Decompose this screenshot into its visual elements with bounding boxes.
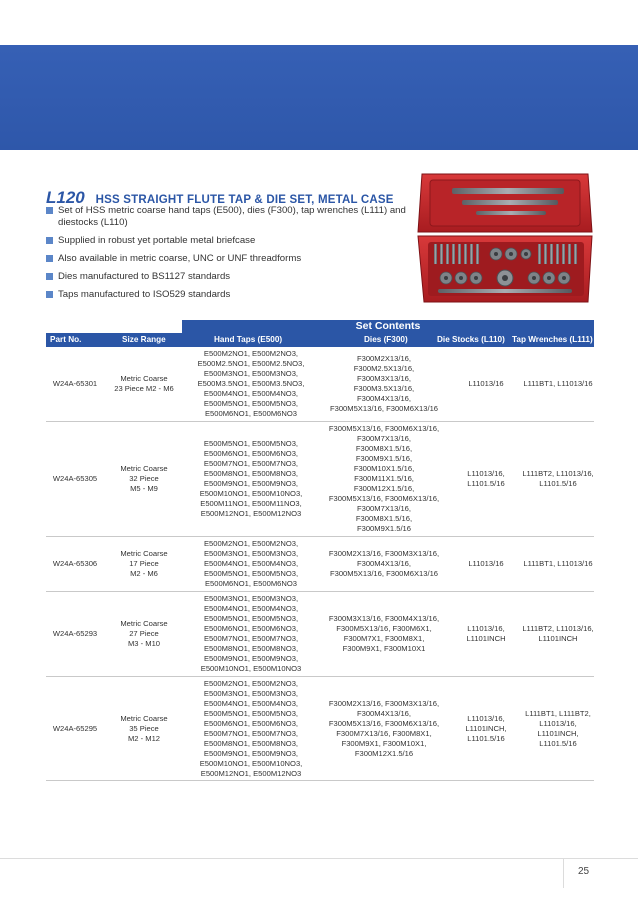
feature-item: Dies manufactured to BS1127 standards (46, 271, 406, 283)
bullet-square-icon (46, 273, 53, 280)
table-row (46, 537, 594, 592)
cell-die-stocks: L11013/16, L1101INCH (466, 624, 506, 643)
bullet-square-icon (46, 207, 53, 214)
cell-dies: F300M2X13/16, F300M3X13/16, F300M4X13/16, F300M5X13/16, F300M6X13/16 (328, 549, 440, 578)
cell-hand-taps: E500M5NO1, E500M5NO3, E500M6NO1, E500M6NO3, E500M7NO1, E500M7NO3, E500M8NO1, E500M8NO3, E500M9NO1, E500M9NO3, E500M10NO1, E500M10NO3, E500M11NO1, E500M11NO3, E500M12NO1, E500M12NO3 (199, 439, 303, 518)
cell-hand-taps: E500M2NO1, E500M2NO3, E500M3NO1, E500M3NO3, E500M4NO1, E500M4NO3, E500M5NO1, E500M5NO3, E500M6NO1, E500M6NO3, E500M7NO1, E500M7NO3, E500M8NO1, E500M8NO3, E500M9NO1, E500M9NO3, E500M10NO1, E500M10NO3, E500M12NO1, E500M12NO3 (199, 678, 303, 778)
cell-hand-taps: E500M3NO1, E500M3NO3, E500M4NO1, E500M4NO3, E500M5NO1, E500M5NO3, E500M6NO1, E500M6NO3, E500M7NO1, E500M7NO3, E500M8NO1, E500M8NO3, E500M9NO1, E500M9NO3, E500M10NO1, E500M10NO3 (200, 594, 302, 673)
col-size-range: Size Range (122, 335, 166, 344)
table-row (46, 592, 594, 677)
cell-die-stocks: L11013/16 (468, 559, 504, 568)
col-part-no: Part No. (50, 335, 82, 344)
header-banner (0, 45, 638, 150)
table-column-header (46, 333, 594, 347)
cell-size-range: Metric Coarse 35 Piece M2 - M12 (120, 713, 168, 743)
feature-item: Set of HSS metric coarse hand taps (E500), dies (F300), tap wrenches (L111) and diestocks (L110) (46, 205, 406, 229)
tap-die-set-photo (416, 170, 594, 308)
cell-dies: F300M3X13/16, F300M4X13/16, F300M5X13/16, F300M6X1, F300M7X1, F300M8X1, F300M9X1, F300M10X1 (328, 614, 440, 653)
feature-item: Supplied in robust yet portable metal briefcase (46, 235, 406, 247)
bullet-square-icon (46, 237, 53, 244)
cell-dies: F300M5X13/16, F300M6X13/16, F300M7X13/16, F300M8X1.5/16, F300M9X1.5/16, F300M10X1.5/16, F300M11X1.5/16, F300M12X1.5/16, F300M5X13/16, F300M6X13/16, F300M7X13/16, F300M8X1.5/16, F300M9X1.5/16 (328, 424, 440, 533)
cell-size-range: Metric Coarse 32 Piece M5 - M9 (120, 464, 168, 493)
cell-dies: F300M2X13/16, F300M2.5X13/16, F300M3X13/16, F300M3.5X13/16, F300M4X13/16, F300M5X13/16, F300M6X13/16 (329, 354, 439, 413)
footer-divider (563, 858, 564, 888)
cell-hand-taps: E500M2NO1, E500M2NO3, E500M2.5NO1, E500M2.5NO3, E500M3NO1, E500M3NO3, E500M3.5NO1, E500M3.5NO3, E500M4NO1, E500M4NO3, E500M5NO1, E500M5NO3, E500M6NO1, E500M6NO3 (197, 349, 305, 418)
col-tap-wrenches: Tap Wrenches (L111) (512, 335, 593, 344)
cell-part-no: W24A-65305 (52, 474, 98, 483)
cell-tap-wrenches: L111BT1, L11013/16 (523, 559, 593, 568)
table-row (46, 422, 594, 537)
cell-size-range: Metric Coarse 23 Piece M2 - M6 (114, 374, 174, 393)
feature-item: Also available in metric coarse, UNC or UNF threadforms (46, 253, 406, 265)
col-hand-taps: Hand Taps (E500) (214, 335, 283, 344)
cell-hand-taps: E500M2NO1, E500M2NO3, E500M3NO1, E500M3NO3, E500M4NO1, E500M4NO3, E500M5NO1, E500M5NO3, E500M6NO1, E500M6NO3 (203, 539, 299, 588)
cell-tap-wrenches: L111BT2, L11013/16, L1101.5/16 (522, 469, 594, 488)
cell-die-stocks: L11013/16 (468, 379, 504, 388)
set-contents-header: Set Contents (182, 320, 594, 333)
page-number: 25 (578, 866, 590, 877)
feature-item: Taps manufactured to ISO529 standards (46, 289, 406, 301)
cell-size-range: Metric Coarse 17 Piece M2 - M6 (120, 549, 168, 578)
cell-tap-wrenches: L111BT1, L11013/16 (523, 379, 593, 388)
page-top-margin (0, 0, 638, 45)
product-name: HSS STRAIGHT FLUTE TAP & DIE SET, METAL CASE (95, 194, 394, 206)
cell-tap-wrenches: L111BT1, L111BT2, L11013/16, L1101INCH, L1101.5/16 (525, 708, 591, 748)
cell-die-stocks: L11013/16, L1101INCH, L1101.5/16 (465, 713, 507, 743)
cell-part-no: W24A-65295 (52, 723, 98, 733)
cell-part-no: W24A-65293 (52, 629, 98, 638)
footer-rule (0, 858, 638, 859)
col-dies: Dies (F300) (364, 335, 408, 344)
cell-die-stocks: L11013/16, L1101.5/16 (467, 469, 505, 488)
table-row (46, 347, 594, 422)
cell-size-range: Metric Coarse 27 Piece M3 - M10 (120, 619, 168, 648)
feature-list (46, 205, 406, 307)
col-die-stocks: Die Stocks (L110) (437, 335, 505, 344)
cell-tap-wrenches: L111BT2, L11013/16, L1101INCH (522, 624, 594, 643)
bullet-square-icon (46, 291, 53, 298)
table-row (46, 677, 594, 781)
product-code: L120 (46, 188, 85, 207)
bullet-square-icon (46, 255, 53, 262)
cell-part-no: W24A-65301 (52, 379, 98, 388)
cell-part-no: W24A-65306 (52, 559, 98, 568)
cell-dies: F300M2X13/16, F300M3X13/16, F300M4X13/16, F300M5X13/16, F300M6X13/16, F300M7X13/16, F300M8X1, F300M9X1, F300M10X1, F300M12X1.5/16 (328, 698, 440, 758)
